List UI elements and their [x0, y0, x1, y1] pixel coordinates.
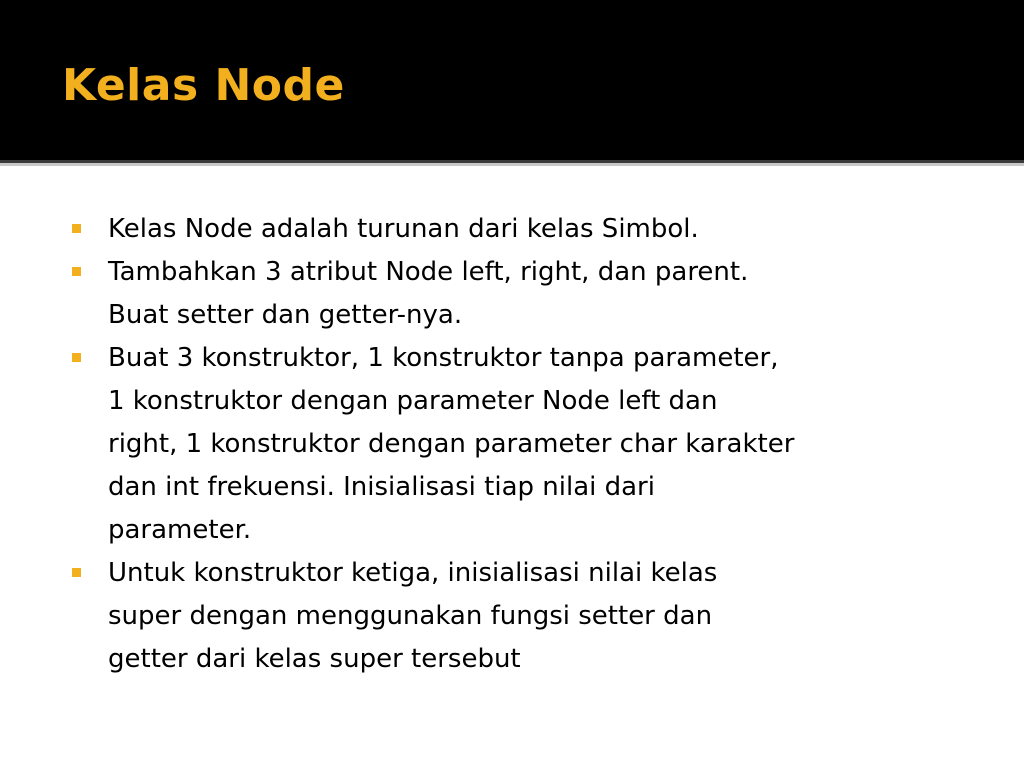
- bullet-text-line: Kelas Node adalah turunan dari kelas Simbol.: [108, 214, 699, 244]
- bullet-text-line: super dengan menggunakan fungsi setter dan: [108, 601, 713, 631]
- title-band: [0, 0, 1024, 160]
- bullet-text-line: 1 konstruktor dengan parameter Node left dan: [108, 386, 718, 416]
- square-bullet-icon: [72, 353, 81, 362]
- square-bullet-icon: [72, 568, 81, 577]
- bullet-text-line: parameter.: [108, 515, 252, 545]
- bullet-item-4: [72, 552, 972, 681]
- bullet-text-line: right, 1 konstruktor dengan parameter char karakter: [108, 429, 795, 459]
- slide-title: Kelas Node: [62, 60, 345, 111]
- bullet-list: [72, 208, 972, 681]
- bullet-text-line: getter dari kelas super tersebut: [108, 644, 521, 674]
- bullet-item-3: [72, 337, 972, 552]
- square-bullet-icon: [72, 267, 81, 276]
- bullet-text-line: Buat 3 konstruktor, 1 konstruktor tanpa parameter,: [108, 343, 779, 373]
- bullet-text-line: Buat setter dan getter-nya.: [108, 300, 463, 330]
- bullet-text-line: dan int frekuensi. Inisialisasi tiap nilai dari: [108, 472, 655, 502]
- bullet-item-2: [72, 251, 972, 337]
- bullet-text-line: Tambahkan 3 atribut Node left, right, dan parent.: [108, 257, 749, 287]
- title-divider-light: [0, 163, 1024, 166]
- bullet-text-line: Untuk konstruktor ketiga, inisialisasi nilai kelas: [108, 558, 718, 588]
- bullet-item-1: [72, 208, 972, 251]
- square-bullet-icon: [72, 224, 81, 233]
